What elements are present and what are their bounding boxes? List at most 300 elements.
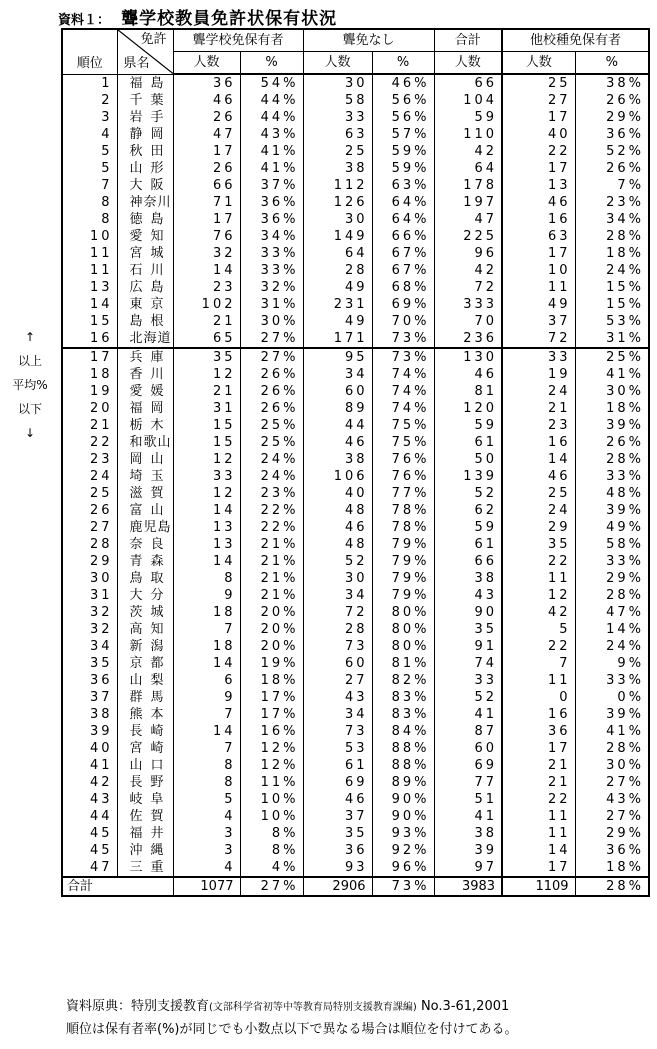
table-row [62,296,649,313]
deaf-license-percent: 21% [240,587,303,604]
other-license-count: 22 [502,638,575,655]
prefecture-cell: 福井 [117,825,173,842]
rank-cell: 22 [62,434,117,451]
no-license-percent: 79% [372,536,434,553]
rank-cell: 20 [62,400,117,417]
total-count: 41 [434,808,502,825]
other-license-percent: 27% [575,774,649,791]
deaf-license-count: 32 [173,245,240,262]
other-license-count: 17 [502,109,575,126]
no-license-count: 35 [303,825,372,842]
no-license-percent: 57% [372,126,434,143]
rank-cell: 3 [62,109,117,126]
total-count: 96 [434,245,502,262]
deaf-license-percent: 20% [240,604,303,621]
other-license-count: 11 [502,672,575,689]
deaf-license-percent: 16% [240,723,303,740]
table-row [62,228,649,245]
other-license-count: 24 [502,502,575,519]
no-license-percent: 90% [372,791,434,808]
deaf-license-count: 33 [173,468,240,485]
table-row [62,451,649,468]
deaf-license-percent: 12% [240,757,303,774]
other-license-percent: 33% [575,468,649,485]
table-row [62,126,649,143]
table-row [62,400,649,417]
other-license-count: 29 [502,519,575,536]
total-label: 合計 [62,877,173,896]
table-row [62,366,649,383]
no-license-percent: 88% [372,740,434,757]
total-count: 104 [434,92,502,109]
no-license-percent: 81% [372,655,434,672]
deaf-license-percent: 33% [240,262,303,279]
prefecture-cell: 新潟 [117,638,173,655]
deaf-license-percent: 44% [240,109,303,126]
no-license-percent: 59% [372,143,434,160]
down-arrow-icon: ↓ [24,426,36,440]
deaf-license-percent: 37% [240,177,303,194]
deaf-license-percent: 17% [240,689,303,706]
no-license-percent: 88% [372,757,434,774]
total-count: 90 [434,604,502,621]
no-license-percent: 70% [372,313,434,330]
rank-cell: 15 [62,313,117,330]
no-license-count: 95 [303,348,372,366]
prefecture-cell: 広島 [117,279,173,296]
table-row [62,211,649,228]
no-license-count: 27 [303,672,372,689]
no-license-percent: 80% [372,638,434,655]
total-count: 38 [434,570,502,587]
no-license-count: 28 [303,262,372,279]
other-license-percent: 24% [575,638,649,655]
table-row [62,774,649,791]
other-license-percent: 52% [575,143,649,160]
other-license-count: 24 [502,383,575,400]
rank-cell: 42 [62,774,117,791]
prefecture-cell: 福島 [117,74,173,92]
no-license-percent: 74% [372,383,434,400]
table-row [62,604,649,621]
deaf-license-percent: 8% [240,842,303,859]
other-license-percent: 0% [575,689,649,706]
rank-cell: 17 [62,348,117,366]
prefecture-cell: 岩手 [117,109,173,126]
other-license-percent: 15% [575,279,649,296]
no-license-count: 40 [303,485,372,502]
other-license-count: 22 [502,143,575,160]
average-label: 平均% [12,378,48,392]
table-row [62,92,649,109]
rank-cell: 36 [62,672,117,689]
rank-cell: 31 [62,587,117,604]
rank-cell: 39 [62,723,117,740]
table-row [62,859,649,877]
no-license-percent: 69% [372,296,434,313]
other-license-count: 13 [502,177,575,194]
sub-header: 人数 [434,52,502,75]
deaf-license-percent: 21% [240,553,303,570]
no-license-count: 44 [303,417,372,434]
no-license-percent: 59% [372,160,434,177]
deaf-license-count: 65 [173,330,240,348]
other-license-count: 11 [502,808,575,825]
deaf-license-count: 26 [173,109,240,126]
other-license-percent: 9% [575,655,649,672]
deaf-license-percent: 20% [240,638,303,655]
deaf-license-percent: 24% [240,468,303,485]
deaf-license-count: 14 [173,502,240,519]
no-license-count: 231 [303,296,372,313]
deaf-license-count: 14 [173,262,240,279]
table-row [62,74,649,92]
no-license-count: 38 [303,451,372,468]
deaf-license-percent: 36% [240,194,303,211]
deaf-license-count: 26 [173,160,240,177]
total-count: 139 [434,468,502,485]
prefecture-cell: 神奈川 [117,194,173,211]
prefecture-cell: 山梨 [117,672,173,689]
other-license-count: 46 [502,468,575,485]
no-license-percent: 73% [372,348,434,366]
total-count: 236 [434,330,502,348]
no-license-percent: 80% [372,604,434,621]
total-count: 38 [434,825,502,842]
deaf-license-count: 15 [173,434,240,451]
prefecture-cell: 徳島 [117,211,173,228]
deaf-license-count: 13 [173,519,240,536]
table-row [62,330,649,348]
other-license-count: 27 [502,92,575,109]
prefecture-cell: 埼玉 [117,468,173,485]
deaf-license-count: 5 [173,791,240,808]
deaf-license-count: 7 [173,706,240,723]
other-license-count: 16 [502,706,575,723]
deaf-license-count: 18 [173,604,240,621]
total-count: 91 [434,638,502,655]
other-license-percent: 26% [575,434,649,451]
rank-cell: 18 [62,366,117,383]
no-license-count: 69 [303,774,372,791]
prefecture-cell: 鹿児島 [117,519,173,536]
deaf-license-percent: 26% [240,400,303,417]
deaf-license-percent: 22% [240,502,303,519]
prefecture-cell: 北海道 [117,330,173,348]
rank-cell: 4 [62,126,117,143]
other-license-percent: 33% [575,672,649,689]
deaf-license-percent: 10% [240,791,303,808]
no-license-percent: 96% [372,859,434,877]
deaf-license-percent: 17% [240,706,303,723]
no-license-count: 48 [303,502,372,519]
no-license-percent: 76% [372,468,434,485]
prefecture-cell: 沖縄 [117,842,173,859]
table-row [62,417,649,434]
rank-cell: 35 [62,655,117,672]
no-license-percent: 83% [372,706,434,723]
sub-header: 人数 [303,52,372,75]
no-license-count: 106 [303,468,372,485]
deaf-license-count: 6 [173,672,240,689]
other-license-count: 14 [502,842,575,859]
no-license-percent: 77% [372,485,434,502]
deaf-license-count: 18 [173,638,240,655]
prefecture-cell: 岐阜 [117,791,173,808]
no-license-percent: 82% [372,672,434,689]
no-license-count: 72 [303,604,372,621]
no-license-count: 60 [303,655,372,672]
no-license-percent: 89% [372,774,434,791]
other-license-count: 40 [502,126,575,143]
other-license-percent: 28% [575,740,649,757]
rank-cell: 47 [62,859,117,877]
other-license-percent: 29% [575,109,649,126]
table-row [62,570,649,587]
rank-cell: 24 [62,468,117,485]
other-license-count: 25 [502,485,575,502]
prefecture-cell: 長崎 [117,723,173,740]
no-license-percent: 75% [372,417,434,434]
no-license-percent: 66% [372,228,434,245]
deaf-license-count: 12 [173,451,240,468]
other-license-count: 36 [502,723,575,740]
total-nolicense-count: 2906 [303,877,372,896]
no-license-percent: 63% [372,177,434,194]
deaf-license-count: 17 [173,143,240,160]
prefecture-cell: 岡山 [117,451,173,468]
no-license-count: 37 [303,808,372,825]
no-license-percent: 67% [372,262,434,279]
deaf-license-percent: 21% [240,536,303,553]
deaf-license-count: 35 [173,348,240,366]
no-license-count: 43 [303,689,372,706]
prefecture-cell: 香川 [117,366,173,383]
deaf-license-percent: 36% [240,211,303,228]
deaf-license-percent: 41% [240,143,303,160]
table-row [62,348,649,366]
total-count: 197 [434,194,502,211]
corner-header [117,29,173,74]
total-count: 77 [434,774,502,791]
other-license-count: 17 [502,160,575,177]
total-count: 52 [434,689,502,706]
rank-cell: 44 [62,808,117,825]
table-row [62,672,649,689]
deaf-license-percent: 25% [240,417,303,434]
deaf-license-count: 17 [173,211,240,228]
deaf-license-count: 8 [173,757,240,774]
other-license-count: 22 [502,791,575,808]
no-license-percent: 79% [372,587,434,604]
no-license-percent: 76% [372,451,434,468]
group-header-no-license: 聾免なし [303,29,434,52]
deaf-license-count: 36 [173,74,240,92]
rank-cell: 38 [62,706,117,723]
deaf-license-percent: 54% [240,74,303,92]
deaf-license-percent: 24% [240,451,303,468]
prefecture-cell: 富山 [117,502,173,519]
other-license-percent: 15% [575,296,649,313]
other-license-percent: 24% [575,262,649,279]
other-license-percent: 58% [575,536,649,553]
no-license-count: 30 [303,211,372,228]
prefecture-cell: 栃木 [117,417,173,434]
no-license-percent: 64% [372,194,434,211]
no-license-count: 149 [303,228,372,245]
other-license-count: 46 [502,194,575,211]
deaf-license-count: 71 [173,194,240,211]
total-other-count: 1109 [502,877,575,896]
other-license-percent: 33% [575,553,649,570]
other-license-count: 63 [502,228,575,245]
other-license-percent: 30% [575,383,649,400]
rank-cell: 27 [62,519,117,536]
deaf-license-count: 102 [173,296,240,313]
no-license-count: 63 [303,126,372,143]
rank-cell: 5 [62,143,117,160]
deaf-license-count: 4 [173,859,240,877]
other-license-percent: 23% [575,194,649,211]
rank-cell: 7 [62,177,117,194]
other-license-percent: 14% [575,621,649,638]
total-count: 225 [434,228,502,245]
group-header-deaf-license: 聾学校免保有者 [173,29,303,52]
total-count: 72 [434,279,502,296]
total-count: 178 [434,177,502,194]
table-body [62,74,649,877]
prefecture-cell: 愛媛 [117,383,173,400]
prefecture-cell: 大分 [117,587,173,604]
other-license-percent: 30% [575,757,649,774]
no-license-count: 53 [303,740,372,757]
other-license-count: 25 [502,74,575,92]
total-deaf-count: 1077 [173,877,240,896]
rank-cell: 1 [62,74,117,92]
table-row [62,434,649,451]
other-license-count: 37 [502,313,575,330]
table-row [62,655,649,672]
no-license-percent: 56% [372,92,434,109]
no-license-percent: 93% [372,825,434,842]
rank-cell: 26 [62,502,117,519]
other-license-count: 16 [502,211,575,228]
no-license-percent: 78% [372,519,434,536]
rank-cell: 16 [62,330,117,348]
table-row [62,536,649,553]
no-license-count: 46 [303,791,372,808]
no-license-count: 33 [303,109,372,126]
no-license-count: 61 [303,757,372,774]
rank-cell: 25 [62,485,117,502]
rank-header: 順位 [62,29,117,74]
deaf-license-percent: 34% [240,228,303,245]
prefecture-cell: 愛知 [117,228,173,245]
other-license-count: 21 [502,400,575,417]
rank-cell: 29 [62,553,117,570]
rank-cell: 19 [62,383,117,400]
document-title [58,4,337,29]
sub-header: % [372,52,434,75]
deaf-license-percent: 12% [240,740,303,757]
table-row [62,621,649,638]
total-nolicense-percent: 73% [372,877,434,896]
no-license-percent: 84% [372,723,434,740]
deaf-license-percent: 23% [240,485,303,502]
no-license-count: 30 [303,570,372,587]
other-license-count: 16 [502,434,575,451]
table-row [62,502,649,519]
prefecture-cell: 宮城 [117,245,173,262]
deaf-license-percent: 18% [240,672,303,689]
total-count: 42 [434,143,502,160]
deaf-license-count: 21 [173,313,240,330]
other-license-count: 22 [502,553,575,570]
total-count: 97 [434,859,502,877]
prefecture-cell: 千葉 [117,92,173,109]
other-license-count: 5 [502,621,575,638]
total-count: 46 [434,366,502,383]
total-count: 41 [434,706,502,723]
title-main: 聾学校教員免許状保有状況 [121,9,338,29]
rank-cell: 5 [62,160,117,177]
other-license-percent: 31% [575,330,649,348]
rank-cell: 32 [62,604,117,621]
deaf-license-percent: 43% [240,126,303,143]
no-license-percent: 46% [372,74,434,92]
other-license-count: 49 [502,296,575,313]
no-license-percent: 79% [372,553,434,570]
deaf-license-count: 76 [173,228,240,245]
prefecture-cell: 三重 [117,859,173,877]
table-row [62,587,649,604]
other-license-count: 72 [502,330,575,348]
other-license-percent: 41% [575,366,649,383]
deaf-license-count: 3 [173,825,240,842]
prefecture-cell: 大阪 [117,177,173,194]
other-license-percent: 27% [575,808,649,825]
sub-header: % [575,52,649,75]
total-deaf-percent: 27% [240,877,303,896]
no-license-count: 25 [303,143,372,160]
up-arrow-icon: ↑ [24,330,36,344]
total-count: 74 [434,655,502,672]
other-license-percent: 28% [575,228,649,245]
rank-cell: 14 [62,296,117,313]
deaf-license-percent: 4% [240,859,303,877]
rank-cell: 28 [62,536,117,553]
no-license-count: 126 [303,194,372,211]
deaf-license-percent: 26% [240,383,303,400]
no-license-count: 48 [303,536,372,553]
deaf-license-count: 7 [173,740,240,757]
total-count: 52 [434,485,502,502]
deaf-license-percent: 25% [240,434,303,451]
deaf-license-percent: 21% [240,570,303,587]
rank-cell: 32 [62,621,117,638]
deaf-license-count: 12 [173,366,240,383]
table-row [62,689,649,706]
other-license-percent: 43% [575,791,649,808]
total-count: 61 [434,536,502,553]
group-header-total: 合計 [434,29,502,52]
total-count: 61 [434,434,502,451]
total-count: 50 [434,451,502,468]
table-row [62,791,649,808]
no-license-percent: 83% [372,689,434,706]
deaf-license-percent: 41% [240,160,303,177]
table-row [62,160,649,177]
